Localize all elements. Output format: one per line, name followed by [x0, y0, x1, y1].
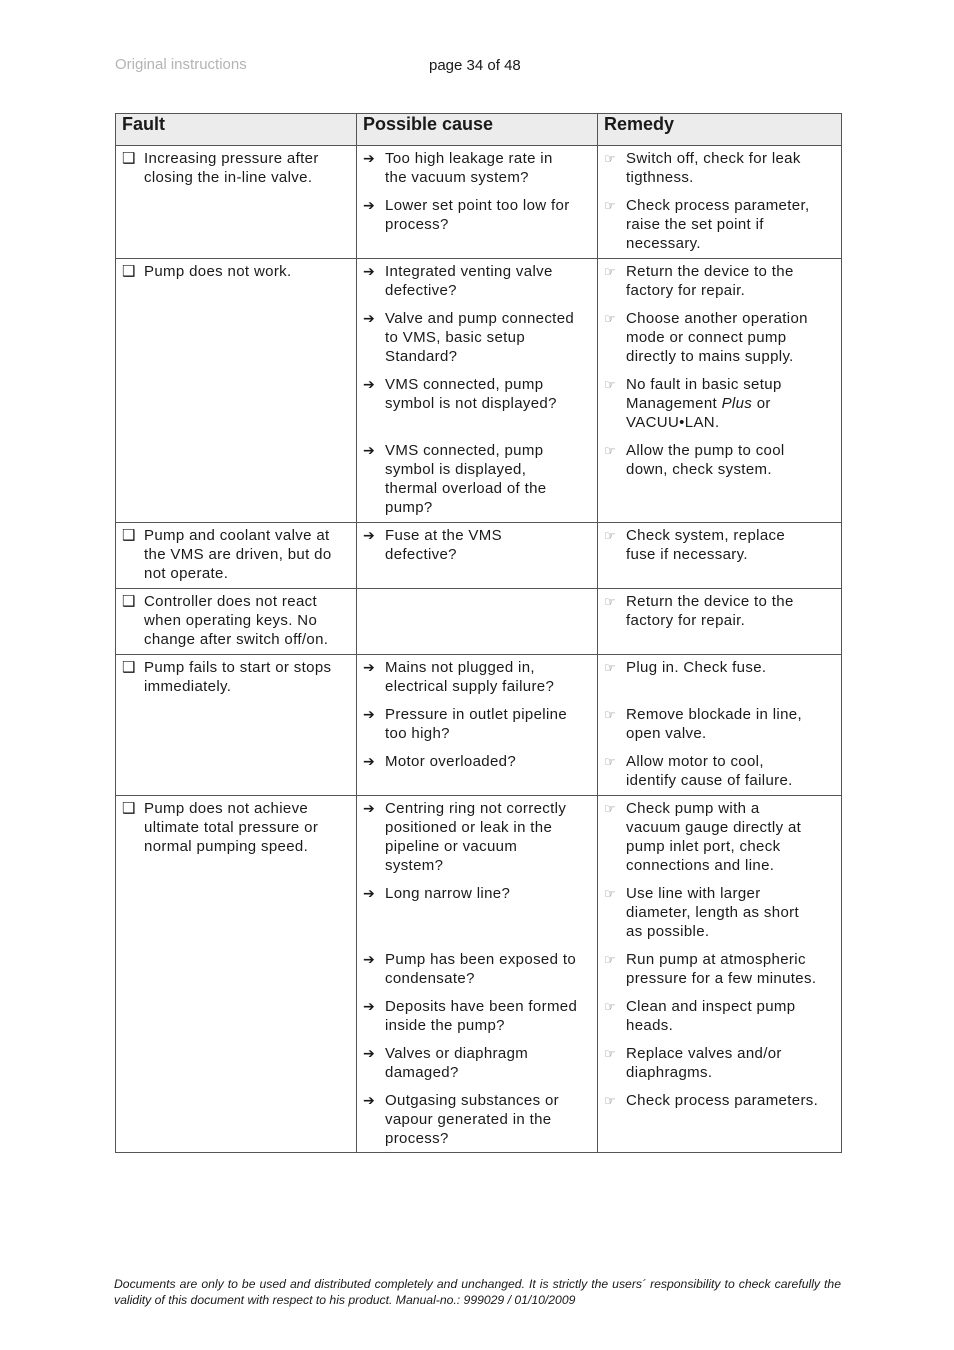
pointing-hand-icon: ☞ — [604, 754, 617, 769]
cause-text: Valves or diaphragm damaged? — [385, 1045, 529, 1081]
pointing-hand-icon: ☞ — [604, 801, 617, 816]
pointing-hand-icon: ☞ — [604, 264, 617, 279]
remedy-text-part: No fault in basic setup Management — [626, 376, 782, 412]
pointing-hand-icon: ☞ — [604, 707, 617, 722]
cause-item — [363, 441, 591, 517]
cause-item — [363, 375, 591, 413]
remedy-cell — [598, 146, 842, 259]
pointing-hand-icon: ☞ — [604, 443, 617, 458]
remedy-cell — [598, 796, 842, 1153]
cause-item — [363, 196, 591, 234]
remedy-text — [626, 375, 835, 432]
cause-text: Centring ring not correctly positioned or leak in the pipeline or vacuum system? — [385, 800, 567, 874]
remedy-text-italic: Plus — [721, 395, 753, 412]
cause-text: Deposits have been formed inside the pump? — [385, 998, 578, 1034]
remedy-cell — [598, 523, 842, 589]
cause-item — [363, 262, 591, 300]
remedy-text: Use line with larger diameter, length as short as possible. — [626, 885, 800, 940]
arrow-right-icon: ➔ — [363, 800, 376, 816]
header-possible-cause: Possible cause — [357, 114, 598, 146]
arrow-right-icon: ➔ — [363, 706, 376, 722]
cause-item — [363, 309, 591, 366]
remedy-item — [604, 196, 835, 253]
pointing-hand-icon: ☞ — [604, 594, 617, 609]
cause-cell — [357, 523, 598, 589]
cause-text: Mains not plugged in, electrical supply failure? — [385, 659, 555, 695]
fault-item — [122, 592, 350, 649]
arrow-right-icon: ➔ — [363, 310, 376, 326]
arrow-right-icon: ➔ — [363, 527, 376, 543]
remedy-text: Choose another operation mode or connect pump directly to mains supply. — [626, 310, 808, 365]
arrow-right-icon: ➔ — [363, 1045, 376, 1061]
remedy-item — [604, 1044, 835, 1082]
remedy-item — [604, 592, 835, 630]
fault-cell — [116, 589, 357, 655]
cause-cell — [357, 589, 598, 655]
cause-text: Pump has been exposed to condensate? — [385, 951, 577, 987]
header-fault: Fault — [116, 114, 357, 146]
remedy-item — [604, 884, 835, 941]
remedy-cell — [598, 259, 842, 523]
arrow-right-icon: ➔ — [363, 951, 376, 967]
remedy-text: Return the device to the factory for repair. — [626, 263, 794, 299]
cause-cell — [357, 655, 598, 796]
pointing-hand-icon: ☞ — [604, 151, 617, 166]
fault-item — [122, 262, 350, 281]
cause-text: VMS connected, pump symbol is not displayed? — [385, 376, 557, 412]
cause-cell — [357, 259, 598, 523]
remedy-text: Check pump with a vacuum gauge directly at pump inlet port, check connections and line. — [626, 800, 802, 874]
fault-cell — [116, 655, 357, 796]
pointing-hand-icon: ☞ — [604, 377, 617, 392]
remedy-item — [604, 799, 835, 875]
fault-cell — [116, 796, 357, 1153]
cause-item — [363, 1044, 591, 1082]
remedy-text: Clean and inspect pump heads. — [626, 998, 796, 1034]
fault-cell — [116, 146, 357, 259]
remedy-item — [604, 997, 835, 1035]
cause-item — [363, 526, 591, 564]
page-number: page 34 of 48 — [429, 57, 521, 74]
cause-text: Too high leakage rate in the vacuum system? — [385, 150, 553, 186]
remedy-text: Plug in. Check fuse. — [626, 659, 767, 676]
remedy-item — [604, 309, 835, 366]
checkbox-icon: ❑ — [122, 659, 136, 676]
cause-item — [363, 149, 591, 187]
remedy-item — [604, 658, 835, 677]
remedy-text: Allow the pump to cool down, check system. — [626, 442, 785, 478]
fault-item — [122, 658, 350, 696]
remedy-text: Allow motor to cool, identify cause of failure. — [626, 753, 793, 789]
arrow-right-icon: ➔ — [363, 885, 376, 901]
remedy-text: Check process parameters. — [626, 1092, 819, 1109]
fault-text: Controller does not react when operating keys. No change after switch off/on. — [144, 593, 329, 648]
fault-cell — [116, 259, 357, 523]
cause-text: Long narrow line? — [385, 885, 511, 902]
fault-item — [122, 799, 350, 856]
arrow-right-icon: ➔ — [363, 263, 376, 279]
cause-text: VMS connected, pump symbol is displayed, thermal overload of the pump? — [385, 442, 547, 516]
table-row — [116, 796, 842, 1153]
table-row — [116, 589, 842, 655]
pointing-hand-icon: ☞ — [604, 311, 617, 326]
pointing-hand-icon: ☞ — [604, 660, 617, 675]
arrow-right-icon: ➔ — [363, 753, 376, 769]
cause-item — [363, 799, 591, 875]
remedy-text: Remove blockade in line, open valve. — [626, 706, 802, 742]
cause-text: Pressure in outlet pipeline too high? — [385, 706, 568, 742]
fault-text: Pump and coolant valve at the VMS are driven, but do not operate. — [144, 527, 332, 582]
fault-text: Pump does not work. — [144, 263, 292, 280]
fault-text: Increasing pressure after closing the in-line valve. — [144, 150, 319, 186]
checkbox-icon: ❑ — [122, 800, 136, 817]
table-row — [116, 146, 842, 259]
cause-item — [363, 950, 591, 988]
checkbox-icon: ❑ — [122, 593, 136, 610]
pointing-hand-icon: ☞ — [604, 198, 617, 213]
cause-text: Valve and pump connected to VMS, basic setup Standard? — [385, 310, 575, 365]
cause-item — [363, 884, 591, 903]
remedy-item — [604, 705, 835, 743]
cause-text: Lower set point too low for process? — [385, 197, 570, 233]
cause-text: Fuse at the VMS defective? — [385, 527, 502, 563]
cause-item — [363, 658, 591, 696]
remedy-text: Run pump at atmospheric pressure for a few minutes. — [626, 951, 817, 987]
remedy-text: Replace valves and/or diaphragms. — [626, 1045, 782, 1081]
remedy-text: Switch off, check for leak tigthness. — [626, 150, 801, 186]
remedy-cell — [598, 655, 842, 796]
cause-item — [363, 997, 591, 1035]
table-row — [116, 523, 842, 589]
cause-item — [363, 752, 591, 771]
pointing-hand-icon: ☞ — [604, 886, 617, 901]
cause-cell — [357, 146, 598, 259]
fault-item — [122, 149, 350, 187]
remedy-item — [604, 752, 835, 790]
fault-cell — [116, 523, 357, 589]
pointing-hand-icon: ☞ — [604, 999, 617, 1014]
arrow-right-icon: ➔ — [363, 659, 376, 675]
arrow-right-icon: ➔ — [363, 150, 376, 166]
cause-item — [363, 1091, 591, 1148]
remedy-text: Check system, replace fuse if necessary. — [626, 527, 786, 563]
remedy-item — [604, 526, 835, 564]
remedy-text: Check process parameter, raise the set point if necessary. — [626, 197, 810, 252]
remedy-cell — [598, 589, 842, 655]
pointing-hand-icon: ☞ — [604, 1046, 617, 1061]
table-header-row — [116, 114, 842, 146]
arrow-right-icon: ➔ — [363, 376, 376, 392]
arrow-right-icon: ➔ — [363, 998, 376, 1014]
checkbox-icon: ❑ — [122, 263, 136, 280]
arrow-right-icon: ➔ — [363, 1092, 376, 1108]
fault-text: Pump does not achieve ultimate total pressure or normal pumping speed. — [144, 800, 319, 855]
remedy-text: Return the device to the factory for repair. — [626, 593, 794, 629]
arrow-right-icon: ➔ — [363, 197, 376, 213]
troubleshooting-table — [115, 113, 842, 1153]
table-row — [116, 259, 842, 523]
remedy-text-part: or VACUU•LAN. — [626, 395, 771, 431]
remedy-item — [604, 375, 835, 432]
remedy-item — [604, 262, 835, 300]
pointing-hand-icon: ☞ — [604, 952, 617, 967]
checkbox-icon: ❑ — [122, 150, 136, 167]
cause-cell — [357, 796, 598, 1153]
header-remedy: Remedy — [598, 114, 842, 146]
cause-text: Motor overloaded? — [385, 753, 517, 770]
remedy-item — [604, 441, 835, 479]
pointing-hand-icon: ☞ — [604, 528, 617, 543]
table-row — [116, 655, 842, 796]
arrow-right-icon: ➔ — [363, 442, 376, 458]
remedy-item — [604, 950, 835, 988]
remedy-item — [604, 1091, 835, 1110]
footer-disclaimer: Documents are only to be used and distributed completely and unchanged. It is strictly the users´ responsibility to check carefully the validity of this document with respect to his product. Manual-no.: 999029 / 01/10/2009 — [114, 1277, 841, 1307]
fault-item — [122, 526, 350, 583]
checkbox-icon: ❑ — [122, 527, 136, 544]
cause-text: Outgasing substances or vapour generated in the process? — [385, 1092, 559, 1147]
pointing-hand-icon: ☞ — [604, 1093, 617, 1108]
remedy-item — [604, 149, 835, 187]
cause-text: Integrated venting valve defective? — [385, 263, 553, 299]
fault-text: Pump fails to start or stops immediately. — [144, 659, 332, 695]
document-type-label: Original instructions — [115, 56, 247, 73]
cause-item — [363, 705, 591, 743]
